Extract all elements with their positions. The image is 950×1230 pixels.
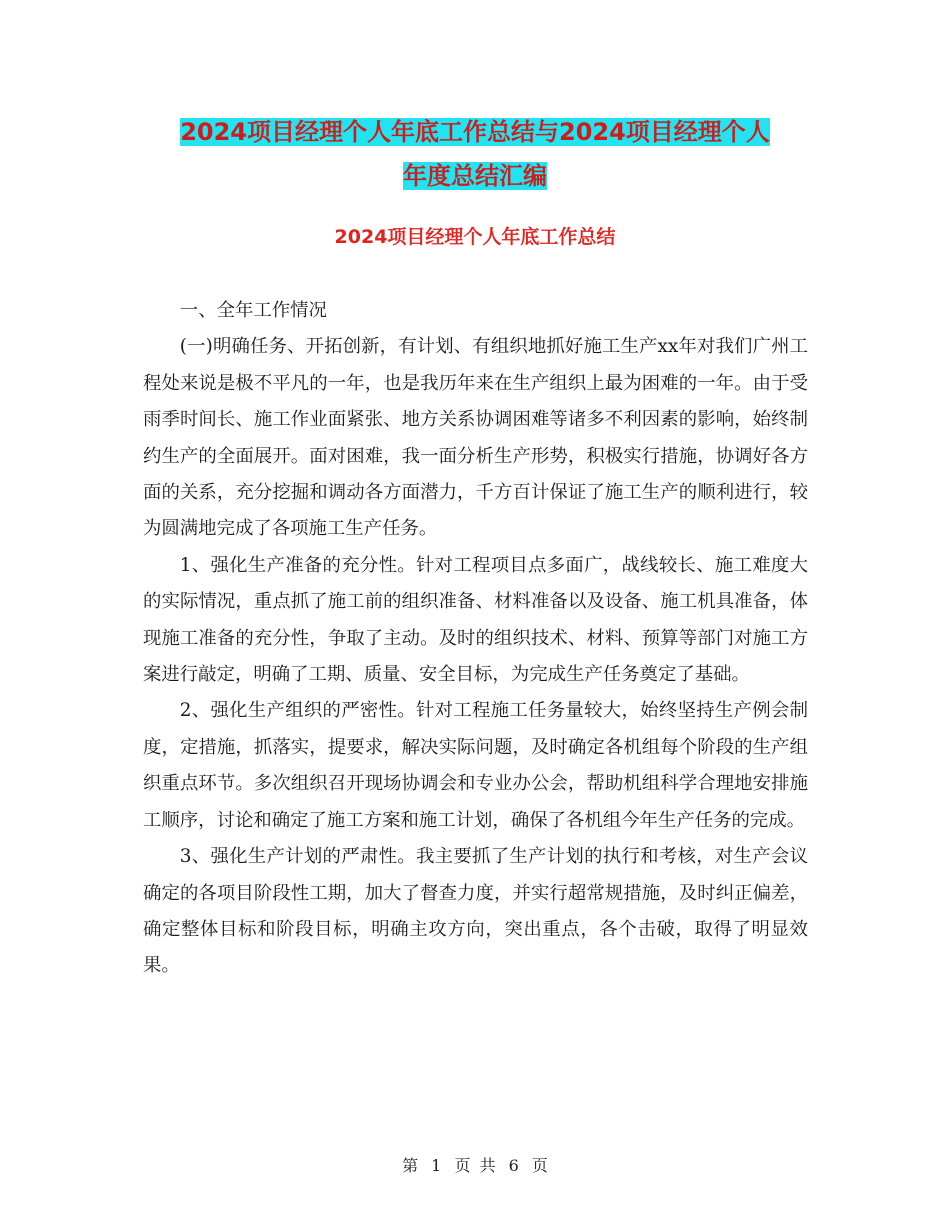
document-title-line-2: 年度总结汇编 <box>403 162 547 190</box>
page-footer <box>0 1153 950 1176</box>
footer-total-pages: 6 <box>508 1156 519 1175</box>
paragraph: 一、全年工作情况 <box>179 300 327 321</box>
section-title: 2024项目经理个人年底工作总结 <box>334 226 616 248</box>
paragraph: 3、强化生产计划的严肃性。我主要抓了生产计划的执行和考核，对生产会议确定的各项目阶段性工期，加大了督查力度，并实行超常规措施，及时纠正偏差，确定整体目标和阶段目标，明确主攻方向，突出重点，各个击破，取得了明显效果。 <box>143 846 808 977</box>
document-title-line-1: 2024项目经理个人年底工作总结与2024项目经理个人 <box>180 118 770 146</box>
paragraph: 1、强化生产准备的充分性。针对工程项目点多面广，战线较长、施工难度大的实际情况，重点抓了施工前的组织准备、材料准备以及设备、施工机具准备，体现施工准备的充分性，争取了主动。及时的组织技术、材料、预算等部门对施工方案进行敲定，明确了工期、质量、安全目标，为完成生产任务奠定了基础。 <box>143 554 808 686</box>
footer-middle: 页 共 <box>454 1156 496 1175</box>
document-body <box>143 293 808 985</box>
footer-suffix: 页 <box>531 1156 548 1175</box>
paragraph: 2、强化生产组织的严密性。针对工程施工任务量较大，始终坚持生产例会制度，定措施，抓落实，提要求，解决实际问题，及时确定各机组每个阶段的生产组织重点环节。多次组织召开现场协调会和专业办公会，帮助机组科学合理地安排施工顺序，讨论和确定了施工方案和施工计划，确保了各机组今年生产任务的完成。 <box>143 700 808 831</box>
footer-page-number: 1 <box>431 1156 442 1175</box>
document-title <box>140 110 810 198</box>
paragraph: (一)明确任务、开拓创新，有计划、有组织地抓好施工生产xx年对我们广州工程处来说是极不平凡的一年，也是我历年来在生产组织上最为困难的一年。由于受雨季时间长、施工作业面紧张、地方关系协调困难等诸多不利因素的影响，始终制约生产的全面展开。面对困难，我一面分析生产形势，积极实行措施，协调好各方面的关系，充分挖掘和调动各方面潜力，千方百计保证了施工生产的顺利进行，较为圆满地完成了各项施工生产任务。 <box>143 336 808 540</box>
footer-prefix: 第 <box>402 1156 419 1175</box>
